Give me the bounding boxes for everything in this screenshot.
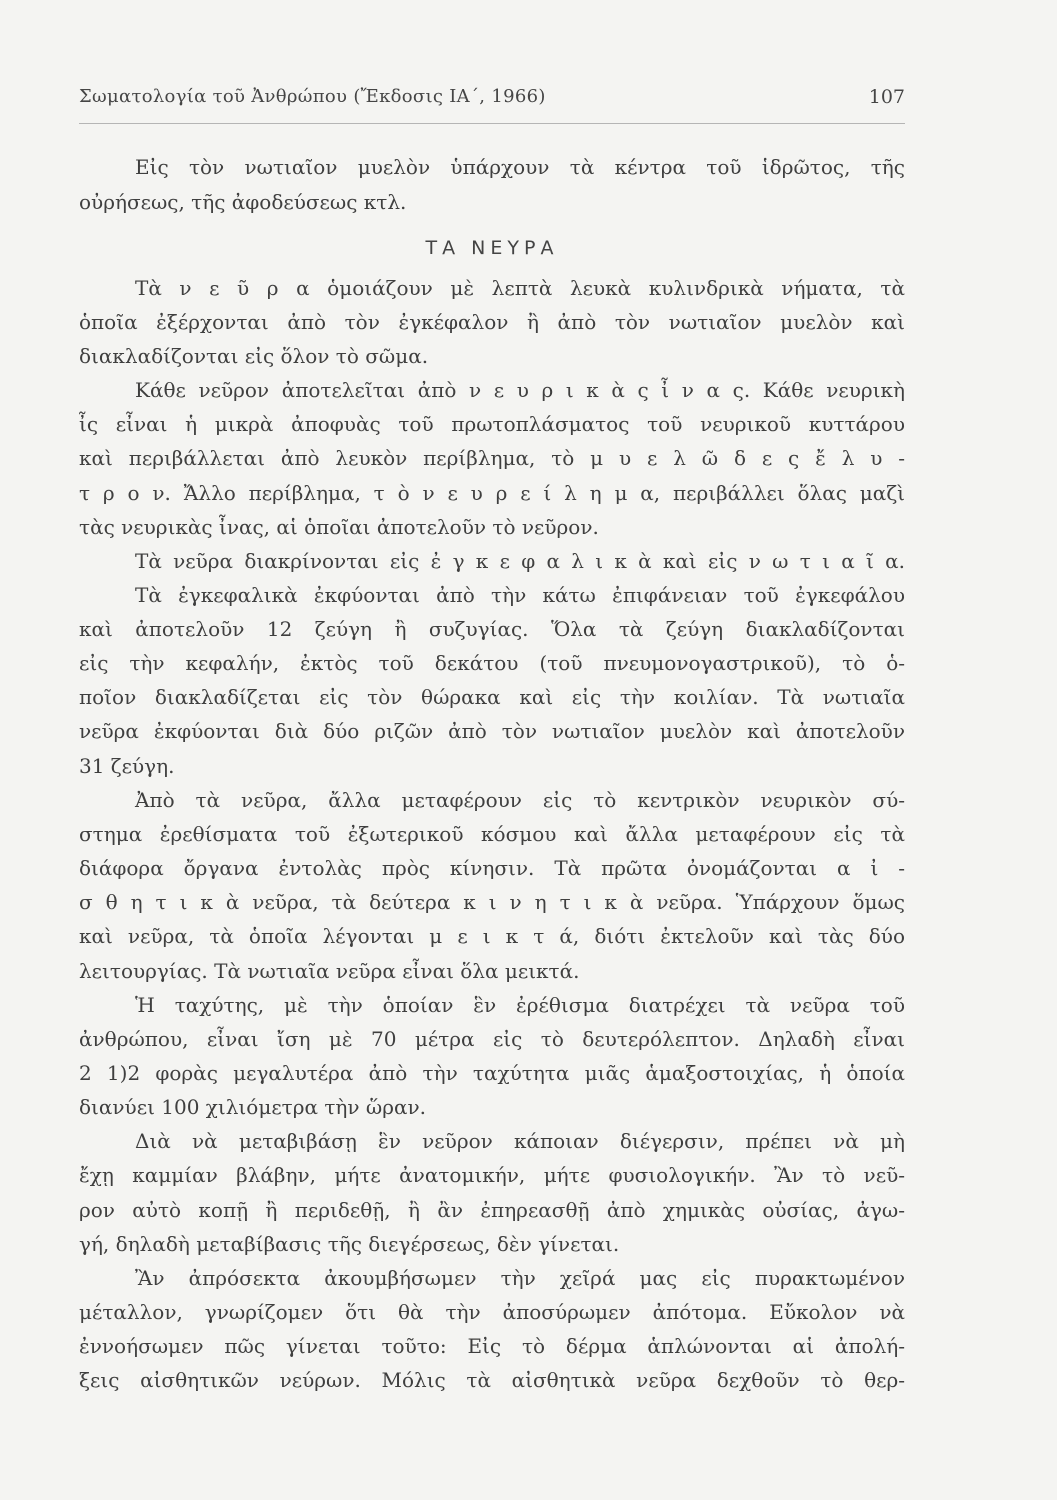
running-head xyxy=(79,86,905,116)
text-line: ρον αὐτὸ κοπῇ ἢ περιδεθῇ, ἢ ἂν ἐπηρεασθῇ ἀπὸ χημικὰς οὐσίας, ἀγω- xyxy=(79,1198,905,1222)
text-line: ἔχῃ καμμίαν βλάβην, μήτε ἀνατομικήν, μήτε φυσιολογικήν. Ἂν τὸ νεῦ- xyxy=(79,1163,905,1187)
text-line: σ θ η τ ι κ ὰ νεῦρα, τὰ δεύτερα κ ι ν η τ ι κ ὰ νεῦρα. Ὑπάρχουν ὅμως xyxy=(79,890,905,914)
text-line: διανύει 100 χιλιόμετρα τὴν ὥραν. xyxy=(79,1095,427,1119)
text-line: 2 1)2 φορὰς μεγαλυτέρα ἀπὸ τὴν ταχύτητα μιᾶς ἁμαξοστοιχίας, ἡ ὁποία xyxy=(79,1061,905,1085)
text-line: Τὰ ν ε ῦ ρ α ὁμοιάζουν μὲ λεπτὰ λευκὰ κυλινδρικὰ νήματα, τὰ xyxy=(135,276,905,300)
text-line: ὁποῖα ἐξέρχονται ἀπὸ τὸν ἐγκέφαλον ἢ ἀπὸ τὸν νωτιαῖον μυελὸν καὶ xyxy=(79,310,905,334)
page-number: 107 xyxy=(868,86,905,108)
running-title: Σωματολογία τοῦ Ἀνθρώπου (Ἔκδοσις ΙΑ΄, 1966) xyxy=(79,86,546,107)
text-line: Ἂν ἀπρόσεκτα ἀκουμβήσωμεν τὴν χεῖρά μας εἰς πυρακτωμένον xyxy=(135,1266,905,1290)
text-line: διακλαδίζονται εἰς ὅλον τὸ σῶμα. xyxy=(79,344,429,368)
text-line: Ἀπὸ τὰ νεῦρα, ἄλλα μεταφέρουν εἰς τὸ κεντρικὸν νευρικὸν σύ- xyxy=(135,788,905,812)
text-line: ἶς εἶναι ἡ μικρὰ ἀποφυὰς τοῦ πρωτοπλάσματος τοῦ νευρικοῦ κυττάρου xyxy=(79,412,905,436)
text-line: Κάθε νεῦρον ἀποτελεῖται ἀπὸ ν ε υ ρ ι κ ὰ ς ἶ ν α ς. Κάθε νευρικὴ xyxy=(135,378,905,402)
text-line: γή, δηλαδὴ μεταβίβασις τῆς διεγέρσεως, δὲν γίνεται. xyxy=(79,1232,620,1256)
header-rule xyxy=(79,123,905,124)
text-line: ἀνθρώπου, εἶναι ἴση μὲ 70 μέτρα εἰς τὸ δευτερόλεπτον. Δηλαδὴ εἶναι xyxy=(79,1027,905,1051)
section-heading: ΤΑ ΝΕΥΡΑ xyxy=(425,237,559,259)
text-line: οὐρήσεως, τῆς ἀφοδεύσεως κτλ. xyxy=(79,190,407,214)
text-line: Εἰς τὸν νωτιαῖον μυελὸν ὑπάρχουν τὰ κέντρα τοῦ ἱδρῶτος, τῆς xyxy=(135,155,905,179)
text-line: καὶ νεῦρα, τὰ ὁποῖα λέγονται μ ε ι κ τ ά, διότι ἐκτελοῦν καὶ τὰς δύο xyxy=(79,924,905,948)
text-line: ἐννοήσωμεν πῶς γίνεται τοῦτο: Εἰς τὸ δέρμα ἁπλώνονται αἱ ἀπολή- xyxy=(79,1334,905,1358)
text-line: Τὰ νεῦρα διακρίνονται εἰς ἐ γ κ ε φ α λ ι κ ὰ καὶ εἰς ν ω τ ι α ῖ α. xyxy=(135,549,905,573)
text-line: στημα ἐρεθίσματα τοῦ ἐξωτερικοῦ κόσμου καὶ ἄλλα μεταφέρουν εἰς τὰ xyxy=(79,822,905,846)
text-line: μέταλλον, γνωρίζομεν ὅτι θὰ τὴν ἀποσύρωμεν ἀπότομα. Εὔκολον νὰ xyxy=(79,1300,905,1324)
text-line: λειτουργίας. Τὰ νωτιαῖα νεῦρα εἶναι ὅλα μεικτά. xyxy=(79,959,580,983)
text-line: εἰς τὴν κεφαλήν, ἐκτὸς τοῦ δεκάτου (τοῦ πνευμονογαστρικοῦ), τὸ ὁ- xyxy=(79,651,905,675)
text-line: ποῖον διακλαδίζεται εἰς τὸν θώρακα καὶ εἰς τὴν κοιλίαν. Τὰ νωτιαῖα xyxy=(79,685,905,709)
text-line: καὶ ἀποτελοῦν 12 ζεύγη ἢ συζυγίας. Ὅλα τὰ ζεύγη διακλαδίζονται xyxy=(79,617,905,641)
text-line: Ἡ ταχύτης, μὲ τὴν ὁποίαν ἓν ἐρέθισμα διατρέχει τὰ νεῦρα τοῦ xyxy=(135,993,905,1017)
text-line: ξεις αἰσθητικῶν νεύρων. Μόλις τὰ αἰσθητικὰ νεῦρα δεχθοῦν τὸ θερ- xyxy=(79,1368,905,1392)
text-line: Τὰ ἐγκεφαλικὰ ἐκφύονται ἀπὸ τὴν κάτω ἐπιφάνειαν τοῦ ἐγκεφάλου xyxy=(135,583,905,607)
text-line: νεῦρα ἐκφύονται διὰ δύο ριζῶν ἀπὸ τὸν νωτιαῖον μυελὸν καὶ ἀποτελοῦν xyxy=(79,719,905,743)
text-line: Διὰ νὰ μεταβιβάσῃ ἓν νεῦρον κάποιαν διέγερσιν, πρέπει νὰ μὴ xyxy=(135,1129,905,1153)
text-line: 31 ζεύγη. xyxy=(79,754,175,778)
text-line: καὶ περιβάλλεται ἀπὸ λευκὸν περίβλημα, τὸ μ υ ε λ ῶ δ ε ς ἔ λ υ - xyxy=(79,446,905,470)
text-line: τὰς νευρικὰς ἶνας, αἱ ὁποῖαι ἀποτελοῦν τὸ νεῦρον. xyxy=(79,515,599,539)
text-line: τ ρ ο ν. Ἄλλο περίβλημα, τ ὸ ν ε υ ρ ε ί λ η μ α, περιβάλλει ὅλας μαζὶ xyxy=(79,481,905,505)
text-line: διάφορα ὄργανα ἐντολὰς πρὸς κίνησιν. Τὰ πρῶτα ὀνομάζονται α ἰ - xyxy=(79,856,905,880)
